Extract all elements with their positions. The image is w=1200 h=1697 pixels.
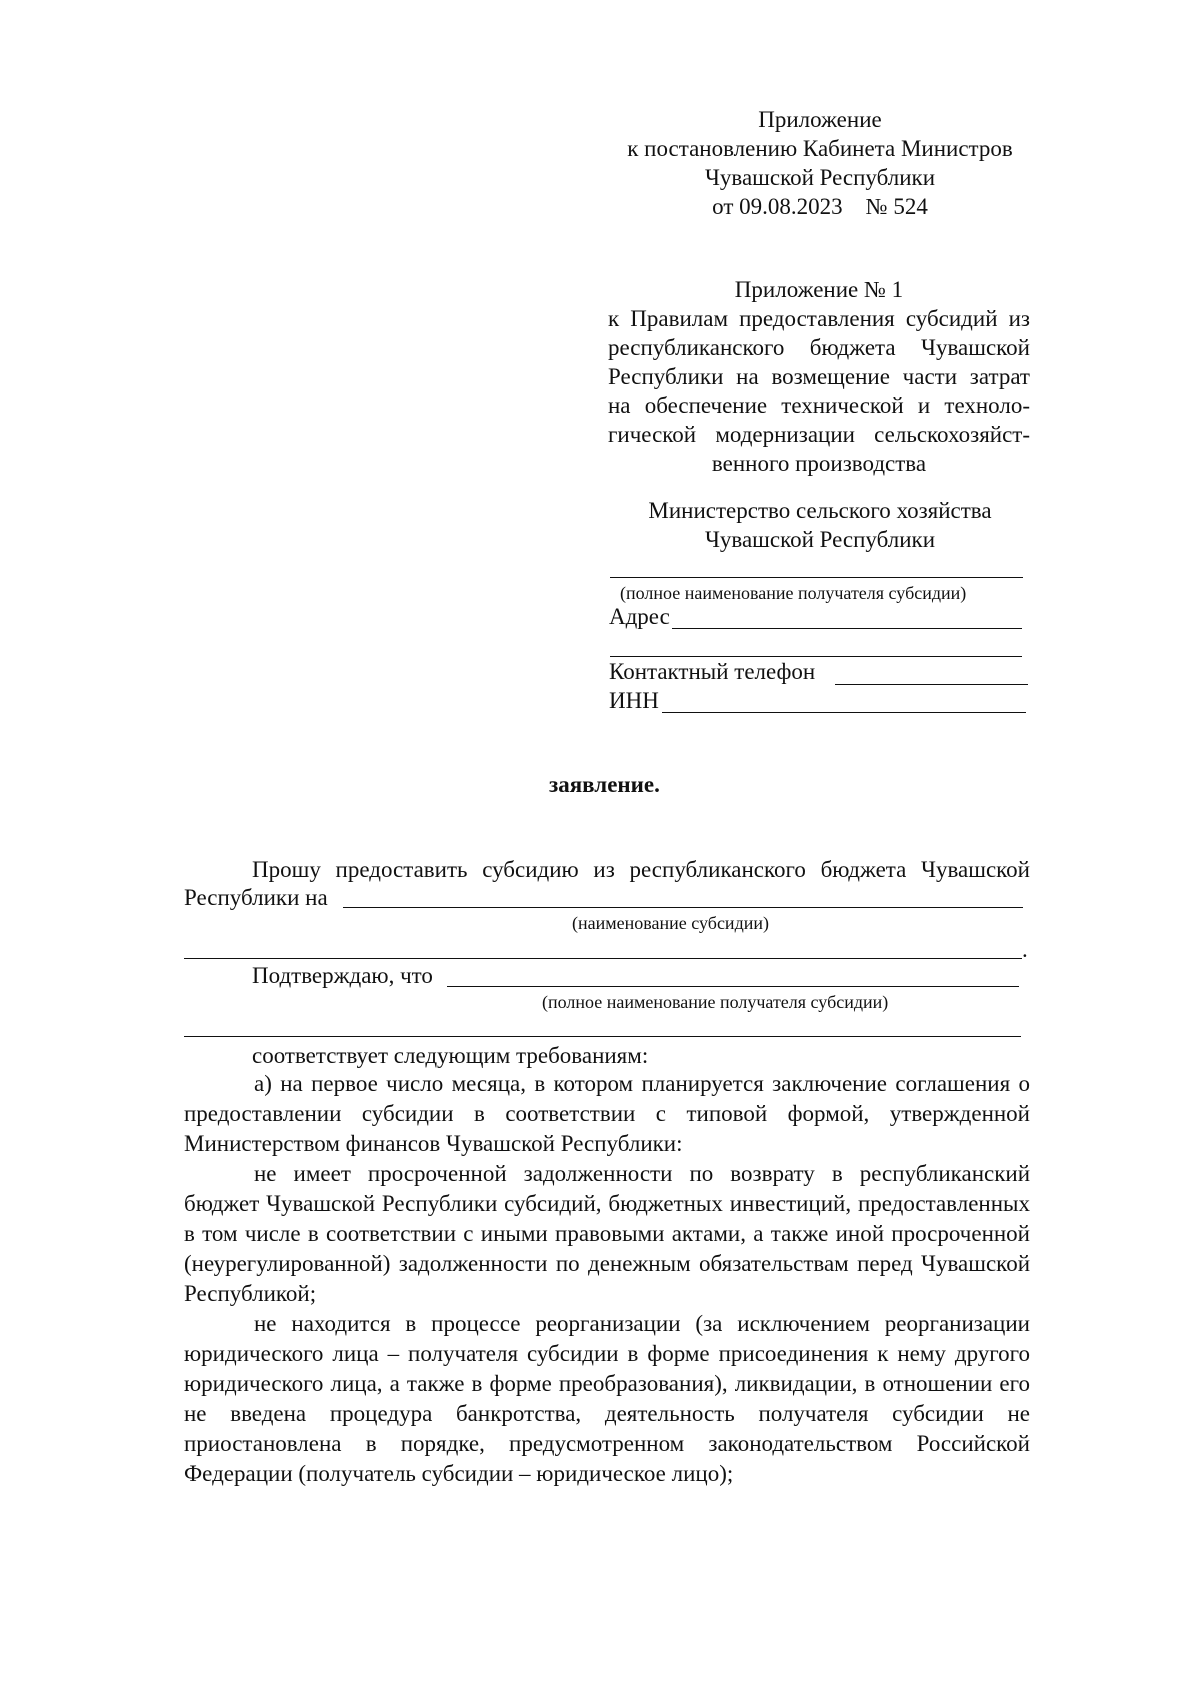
appendix-header xyxy=(610,105,1030,221)
phone-field-line xyxy=(835,684,1028,685)
addressee-ministry: Министерство сельского хозяйства xyxy=(648,498,992,523)
appendix-resolution-line: к постановлению Кабинета Министров xyxy=(627,136,1013,161)
address-field-line xyxy=(672,628,1022,629)
addressee-republic: Чувашской Республики xyxy=(704,527,936,552)
appendix-date: от 09.08.2023 xyxy=(712,194,843,219)
requirements-body xyxy=(184,1069,1030,1489)
appendix1-title: Приложение № 1 xyxy=(734,277,904,302)
confirm-name-line-2 xyxy=(184,1036,1021,1037)
appendix1-text xyxy=(608,304,1030,449)
appendix1-line: Республики на возмещение части затрат xyxy=(608,364,1030,389)
appendix-date-line xyxy=(610,192,1030,221)
appendix1-line: республиканского бюджета Чувашской xyxy=(608,335,1030,360)
request-line-2: Республики на xyxy=(184,885,328,910)
subsidy-name-line-2 xyxy=(184,958,1022,959)
inn-label: ИНН xyxy=(609,688,659,713)
confirm-caption: (полное наименование получателя субсидии) xyxy=(542,992,889,1012)
document-title: заявление. xyxy=(549,772,660,797)
appendix-number: № 524 xyxy=(865,194,928,219)
paragraph-debt: не имеет просроченной задолженности по возврату в республиканский бюджет Чувашской Республики субсидий, бюджетных инвестиций, предоставленных в том числе в соответствии с иными правовыми актами, а также иной просроченной (неурегулированной) задолженности по денежным обязательствам перед Чувашской Республикой; xyxy=(184,1161,1030,1306)
paragraph-a: а) на первое число месяца, в котором планируется заключение соглашения о предоставлении субсидии в соответствии с типовой формой, утвержденной Министерством финансов Чувашской Республики: xyxy=(184,1071,1030,1156)
subsidy-caption: (наименование субсидии) xyxy=(572,913,769,933)
appendix1-line: на обеспечение технической и техноло- xyxy=(608,393,1030,418)
appendix-republic-line: Чувашской Республики xyxy=(704,165,936,190)
recipient-caption: (полное наименование получателя субсидии) xyxy=(620,583,967,603)
address-label: Адрес xyxy=(609,604,670,629)
subsidy-line-end: . xyxy=(1022,937,1028,962)
paragraph-reorganization: не находится в процессе реорганизации (за исключением реорганизации юридического лица – получателя субсидии в форме присоединения к нему другого юридического лица, а также в форме преобразования), ликвидации, в отношении его не введена процедура банкротства, деятельность получателя субсидии не приостановлена в порядке, предусмотренном законодательством Российской Федерации (получатель субсидии – юридическое лицо); xyxy=(184,1311,1030,1486)
appendix1-line: гической модернизации сельскохозяйст- xyxy=(608,422,1030,447)
addressee-block xyxy=(610,496,1030,554)
appendix1-line: к Правилам предоставления субсидий из xyxy=(608,306,1030,331)
appendix1-last-line: венного производства xyxy=(711,451,927,476)
phone-label: Контактный телефон xyxy=(609,659,816,684)
inn-field-line xyxy=(662,712,1026,713)
appendix-title: Приложение xyxy=(758,107,882,132)
appendix1-block xyxy=(608,275,1030,478)
confirm-label: Подтверждаю, что xyxy=(252,963,433,988)
complies-text: соответствует следующим требованиям: xyxy=(252,1043,649,1068)
request-line-1: Прошу предоставить субсидию из республиканского бюджета Чувашской xyxy=(252,857,1030,882)
